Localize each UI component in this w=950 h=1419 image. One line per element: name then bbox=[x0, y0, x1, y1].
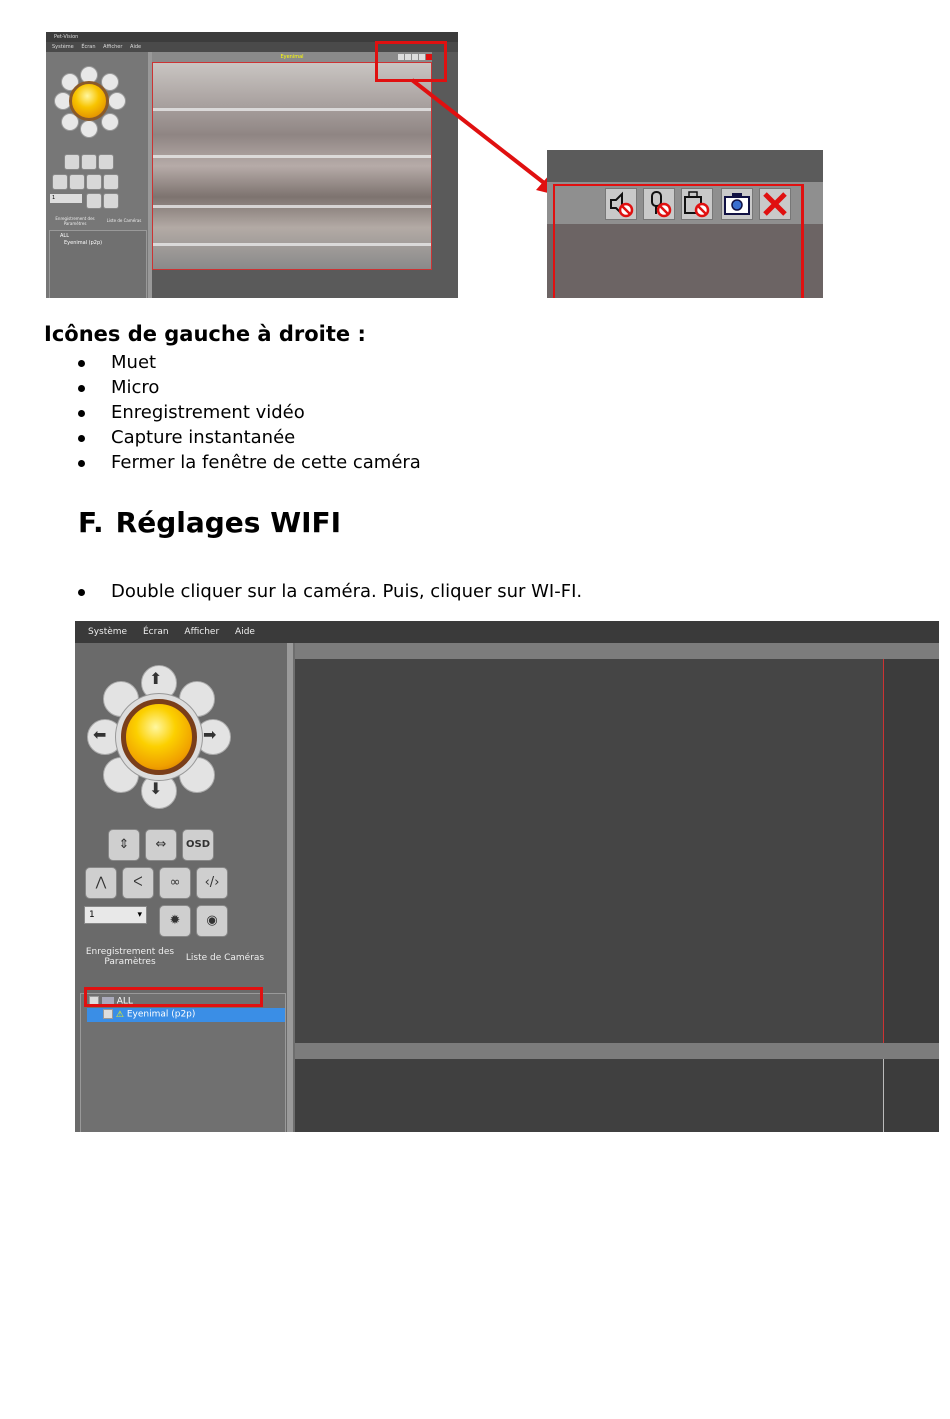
camera-tree bbox=[80, 993, 286, 1132]
arrow-up-icon[interactable]: ⬆ bbox=[149, 669, 163, 688]
control-panel bbox=[46, 52, 148, 298]
menu-afficher[interactable]: Afficher bbox=[103, 44, 123, 50]
ptz-joystick-icon[interactable] bbox=[54, 66, 124, 136]
infinite-cruise-button[interactable]: ∞ bbox=[159, 867, 191, 899]
settings-gear-icon[interactable]: ✹ bbox=[159, 905, 191, 937]
tree-camera-eyenimal[interactable]: ⚠ Eyenimal (p2p) bbox=[103, 1009, 195, 1020]
menu-systeme[interactable]: Système bbox=[52, 44, 74, 50]
settings-record-label[interactable]: Enregistrement des Paramètres bbox=[85, 947, 175, 967]
mute-icon[interactable] bbox=[605, 188, 637, 220]
menu-aide[interactable]: Aide bbox=[130, 44, 142, 50]
instruction-item: Double cliquer sur la caméra. Puis, cliquer sur WI-FI. bbox=[78, 581, 582, 602]
arrow-down-icon[interactable]: ⬇ bbox=[149, 779, 163, 798]
tree-root-all[interactable]: ALL bbox=[89, 996, 133, 1007]
camera-view-1[interactable] bbox=[295, 659, 883, 1043]
settings-label-mini: Enregistrement des Paramètres bbox=[55, 216, 95, 226]
section-title: Réglages WIFI bbox=[115, 506, 342, 539]
list-item: Muet bbox=[78, 352, 156, 373]
tree-root-mini[interactable]: ALL bbox=[60, 233, 69, 239]
tilt-cruise-button[interactable]: ⋀ bbox=[85, 867, 117, 899]
arrow-left-icon[interactable]: ⬅ bbox=[93, 725, 107, 744]
view-header-2 bbox=[295, 1043, 939, 1059]
icons-heading: Icônes de gauche à droite : bbox=[44, 322, 366, 346]
camera-highlight-box bbox=[84, 987, 263, 1007]
pan-cruise-button[interactable]: ᐸ bbox=[122, 867, 154, 899]
camera-list-label-mini: Liste de Caméras bbox=[106, 218, 142, 223]
snapshot-camera-icon[interactable] bbox=[721, 188, 753, 220]
camera-video-feed[interactable] bbox=[152, 62, 432, 270]
menu-systeme[interactable]: Système bbox=[88, 627, 128, 637]
software-screenshot-large bbox=[75, 621, 939, 1132]
preset-target-icon[interactable]: ◉ bbox=[196, 905, 228, 937]
view-header bbox=[295, 643, 939, 659]
video-record-icon[interactable] bbox=[681, 188, 713, 220]
microphone-icon[interactable] bbox=[643, 188, 675, 220]
close-camera-window-icon[interactable] bbox=[759, 188, 791, 220]
section-heading bbox=[78, 506, 341, 539]
camera-window-title: Eyenimal bbox=[152, 52, 432, 62]
toolbar-zoom bbox=[547, 150, 823, 298]
camera-view-2-right[interactable] bbox=[883, 1059, 939, 1132]
list-item: Fermer la fenêtre de cette caméra bbox=[78, 452, 421, 473]
camera-list-label[interactable]: Liste de Caméras bbox=[185, 953, 265, 963]
control-panel bbox=[75, 643, 291, 1132]
panel-divider[interactable] bbox=[287, 643, 293, 1132]
tree-camera-mini[interactable]: Eyenimal (p2p) bbox=[64, 240, 103, 246]
chevron-down-icon: ▾ bbox=[137, 910, 142, 920]
preset-select-mini[interactable]: 1 bbox=[50, 194, 82, 203]
camera-view-2[interactable] bbox=[295, 1059, 883, 1132]
menu-ecran[interactable]: Écran bbox=[81, 44, 96, 50]
arrow-right-icon[interactable]: ➡ bbox=[203, 725, 217, 744]
section-number: F. bbox=[78, 506, 104, 539]
preset-select[interactable]: 1 ▾ bbox=[84, 906, 147, 924]
list-item: Micro bbox=[78, 377, 159, 398]
osd-button[interactable]: OSD bbox=[182, 829, 214, 861]
menu-aide[interactable]: Aide bbox=[235, 627, 255, 637]
flip-horizontal-button[interactable]: ⇔ bbox=[145, 829, 177, 861]
menu-afficher[interactable]: Afficher bbox=[184, 627, 220, 637]
menu-bar bbox=[75, 621, 939, 643]
red-arrow-icon bbox=[400, 70, 570, 200]
menu-ecran[interactable]: Écran bbox=[142, 627, 169, 637]
camera-view-1-right[interactable] bbox=[883, 659, 939, 1043]
window-title: Pet-Vision bbox=[54, 34, 79, 40]
code-button[interactable]: ‹/› bbox=[196, 867, 228, 899]
list-item: Capture instantanée bbox=[78, 427, 295, 448]
flip-vertical-button[interactable]: ⇕ bbox=[108, 829, 140, 861]
ptz-joystick-icon[interactable] bbox=[87, 665, 231, 809]
list-item: Enregistrement vidéo bbox=[78, 402, 305, 423]
joystick-center[interactable] bbox=[121, 699, 197, 775]
warning-icon: ⚠ bbox=[115, 1009, 124, 1020]
